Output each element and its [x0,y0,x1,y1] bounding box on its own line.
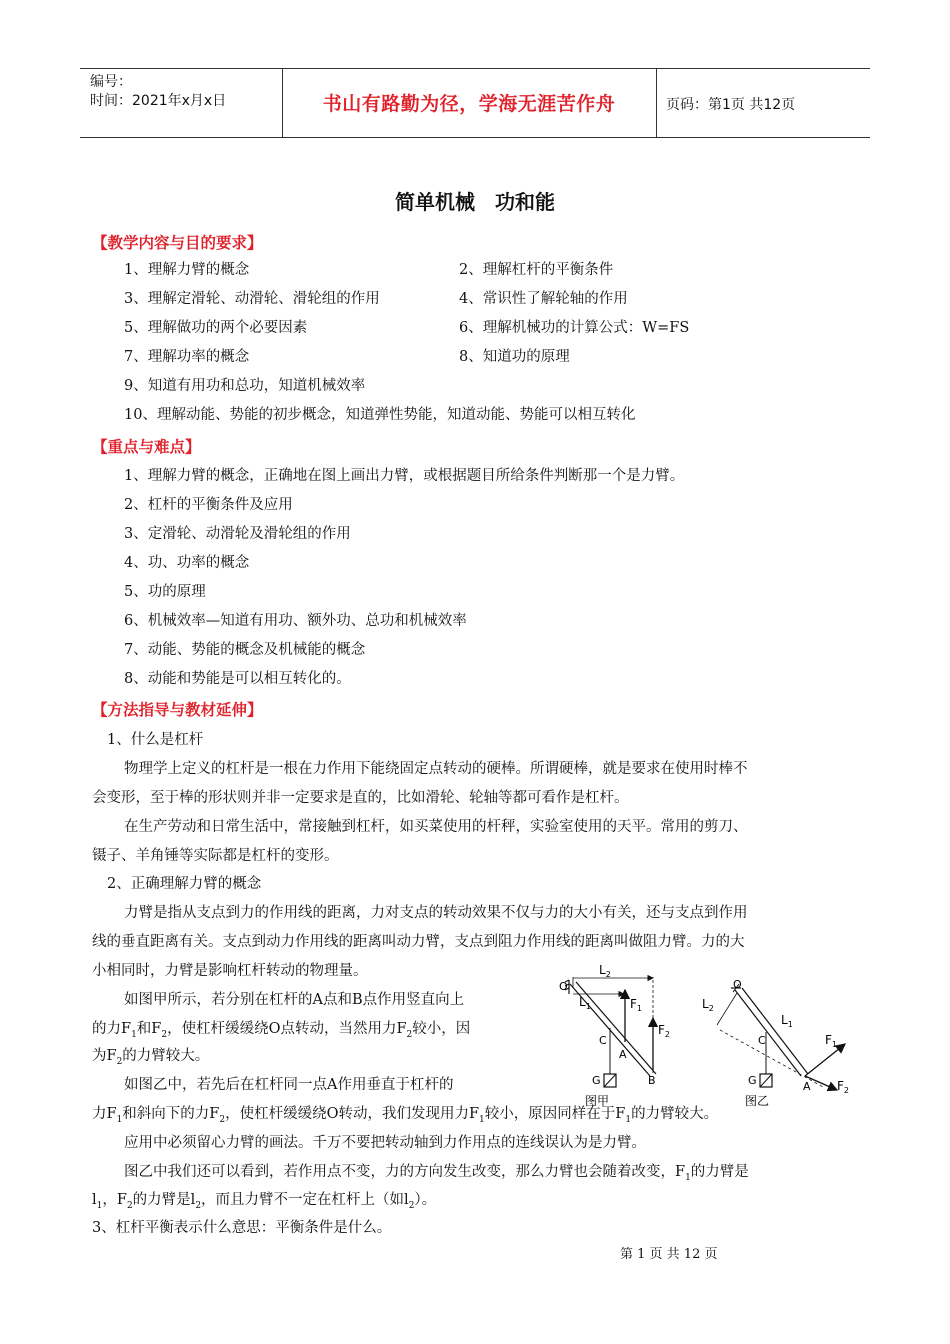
goal-item: 6、理解机械功的计算公式：W=FS [459,320,690,336]
label-f1: $F_1$ [825,1033,837,1049]
label-b: B [648,1074,656,1087]
section-heading-goals [92,231,263,253]
label-l1: $L_1$ [579,995,591,1011]
goal-item: 8、知道功的原理 [459,349,570,365]
header-table [80,68,870,138]
keypoint-item: 5、功的原理 [124,584,206,600]
paragraph-line: 力臂是指从支点到力的作用线的距离，力对支点的转动效果不仅与力的大小有关，还与支点到作用 [124,905,748,921]
paragraph-line: 如图甲所示，若分别在杠杆的A点和B点作用竖直向上 [124,992,465,1008]
keypoint-item: 1、理解力臂的概念，正确地在图上画出力臂，或根据题目所给条件判断那一个是力臂。 [124,468,685,484]
keypoint-item: 7、动能、势能的概念及机械能的概念 [124,642,366,658]
paragraph-line: 线的垂直距离有关。支点到动力作用线的距离叫动力臂，支点到阻力作用线的距离叫做阻力臂。力的大 [92,934,745,950]
header-meta [90,73,226,111]
label-o: O [733,978,742,991]
paragraph-line: 镊子、羊角锤等实际都是杠杆的变形。 [92,848,339,864]
header-divider [656,69,657,137]
paragraph-line: 应用中必须留心力臂的画法。千万不要把转动轴到力作用点的连线误认为是力臂。 [124,1135,646,1151]
number-label: 编号： [90,74,132,90]
goal-item: 7、理解功率的概念 [124,349,250,365]
keypoint-item: 4、功、功率的概念 [124,555,250,571]
paragraph-line: $l_1$，$F_2$的力臂是$l_2$，而且力臂不一定在杠杆上（如$l_2$）。 [92,1192,437,1211]
caption-yi: 图乙 [745,1094,770,1108]
page-title: 简单机械 功和能 [395,190,555,214]
label-o: O [559,980,568,993]
subheading: 3、杠杆平衡表示什么意思：平衡条件是什么。 [92,1220,392,1236]
label-a: A [803,1080,811,1093]
time-label: 时间：2021年x月x日 [90,93,227,109]
paragraph-line: 在生产劳动和日常生活中，常接触到杠杆，如买菜使用的杆秤，实验室使用的天平。常用的剪刀、 [124,819,748,835]
keypoint-item: 2、杠杆的平衡条件及应用 [124,497,293,513]
label-l2: $L_2$ [599,963,611,979]
paragraph-line: 如图乙中，若先后在杠杆同一点A作用垂直于杠杆的 [124,1077,454,1093]
figure-jia [559,963,670,1108]
paragraph-line: 力$F_1$和斜向下的力$F_2$，使杠杆缓缓绕O转动，我们发现用力$F_1$较小，原因同样在于$F_1$的力臂较大。 [92,1106,719,1125]
keypoint-item: 3、定滑轮、动滑轮及滑轮组的作用 [124,526,351,542]
motto: 书山有路勤为径，学海无涯苦作舟 [322,93,616,115]
label-f2: $F_2$ [658,1023,670,1039]
subheading: 1、什么是杠杆 [107,732,204,748]
caption-jia: 图甲 [585,1094,610,1108]
label-f2: $F_2$ [837,1079,849,1095]
label-c: C [599,1034,607,1047]
paragraph-line: 物理学上定义的杠杆是一根在力作用下能绕固定点转动的硬棒。所谓硬棒，就是要求在使用时棒不 [124,761,748,777]
label-a: A [619,1048,627,1061]
goal-item: 4、常识性了解轮轴的作用 [459,291,628,307]
label-g: G [748,1074,757,1087]
paragraph-line: 图乙中我们还可以看到，若作用点不变，力的方向发生改变，那么力臂也会随着改变，$F_1$的力臂是 [124,1164,749,1183]
goal-item: 3、理解定滑轮、动滑轮、滑轮组的作用 [124,291,380,307]
paragraph-line: 会变形，至于棒的形状则并非一定要求是直的，比如滑轮、轮轴等都可看作是杠杆。 [92,790,629,806]
goal-item: 9、知道有用功和总功，知道机械效率 [124,378,366,394]
label-l1: $L_1$ [781,1013,793,1029]
label-l2: $L_2$ [702,997,714,1013]
label-f1: $F_1$ [630,997,642,1013]
label-c: C [758,1034,766,1047]
keypoint-item: 8、动能和势能是可以相互转化的。 [124,671,351,687]
section-label: 【重点与难点】 [92,438,201,456]
figure-yi [702,978,849,1108]
goal-item: 2、理解杠杆的平衡条件 [459,262,614,278]
goal-item: 10、理解动能、势能的初步概念，知道弹性势能，知道动能、势能可以相互转化 [124,407,636,423]
keypoint-item: 6、机械效率—知道有用功、额外功、总功和机械效率 [124,613,467,629]
lever-figures [555,960,855,1110]
section-heading-methods [92,698,263,720]
paragraph-line: 为$F_2$的力臂较大。 [92,1048,210,1067]
goal-item: 1、理解力臂的概念 [124,262,250,278]
section-label: 【教学内容与目的要求】 [92,234,263,252]
page-footer: 第 1 页 共 12 页 [620,1247,718,1262]
goal-item: 5、理解做功的两个必要因素 [124,320,308,336]
subheading: 2、正确理解力臂的概念 [107,876,262,892]
page-info: 页码：第1页 共12页 [666,97,796,113]
paragraph-line: 的力$F_1$和$F_2$，使杠杆缓缓绕O点转动，当然用力$F_2$较小，因 [92,1021,471,1040]
section-heading-keypoints [92,435,201,457]
label-g: G [592,1074,601,1087]
paragraph-line: 小相同时，力臂是影响杠杆转动的物理量。 [92,963,368,979]
section-label: 【方法指导与教材延伸】 [92,701,263,719]
